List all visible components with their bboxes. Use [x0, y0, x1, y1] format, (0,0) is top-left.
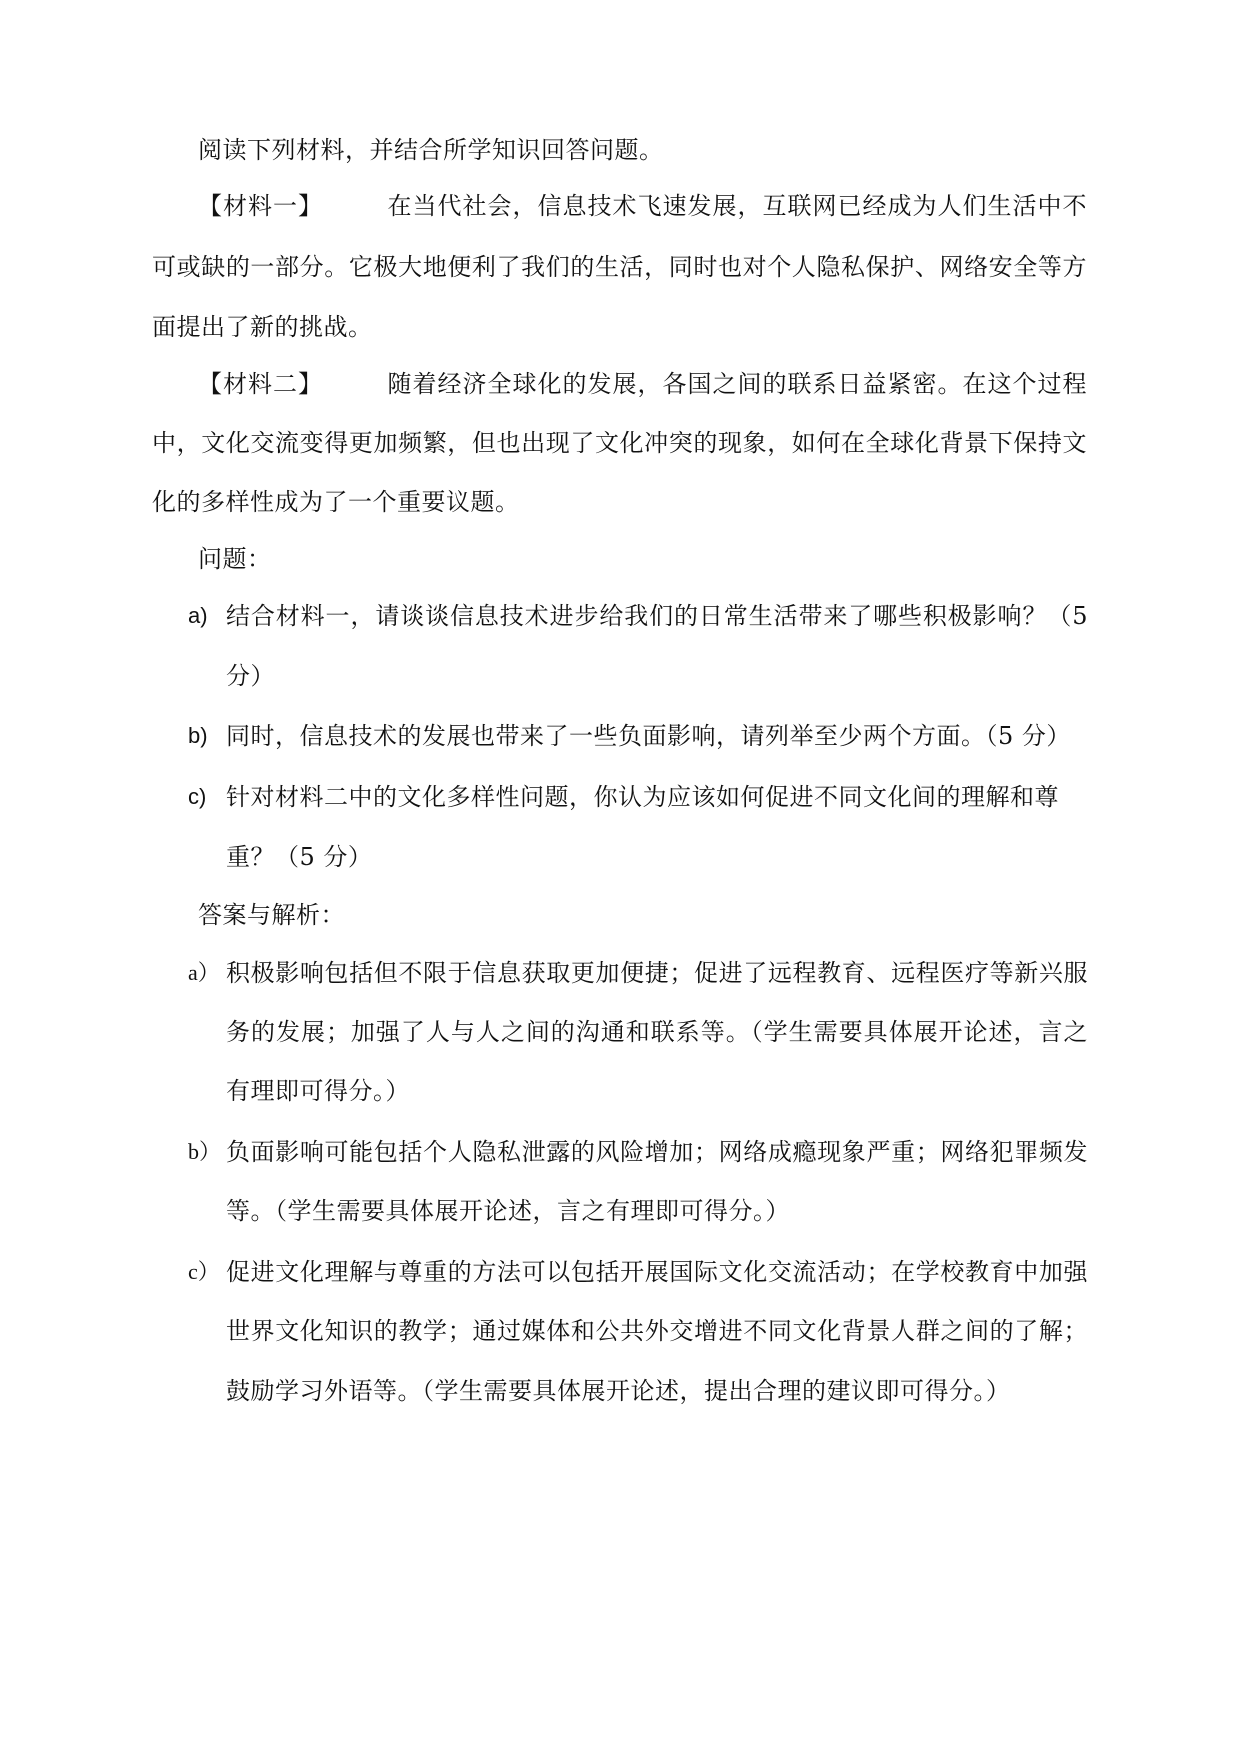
answer-c-line-1: 促进文化理解与尊重的方法可以包括开展国际文化交流活动；在学校教育中加强 [226, 1258, 1088, 1286]
material1-line-1 [198, 188, 1087, 224]
question-b-marker: b) [188, 723, 208, 748]
material2-line-3: 化的多样性成为了一个重要议题。 [152, 488, 520, 516]
question-c-line-2: 重？（5 分） [226, 843, 373, 871]
answer-c-marker: c） [188, 1259, 220, 1284]
question-a-marker: a) [188, 603, 208, 628]
answer-b-line-1: 负面影响可能包括个人隐私泄露的风险增加；网络成瘾现象严重；网络犯罪频发 [226, 1138, 1088, 1166]
material1-label: 【材料一】 [198, 192, 323, 220]
material1-line-3: 面提出了新的挑战。 [152, 313, 373, 341]
material2-text: 随着经济全球化的发展，各国之间的联系日益紧密。在这个过程 [387, 370, 1087, 398]
answer-a-line-2: 务的发展；加强了人与人之间的沟通和联系等。（学生需要具体展开论述，言之 [226, 1018, 1088, 1046]
material1-text: 在当代社会，信息技术飞速发展，互联网已经成为人们生活中不 [387, 192, 1087, 220]
material2-line-1 [198, 366, 1087, 402]
question-c-line-1: 针对材料二中的文化多样性问题，你认为应该如何促进不同文化间的理解和尊 [226, 783, 1059, 811]
material1-line-2: 可或缺的一部分。它极大地便利了我们的生活，同时也对个人隐私保护、网络安全等方 [152, 253, 1087, 281]
answer-b-marker: b） [188, 1139, 222, 1164]
question-a-line-1: 结合材料一，请谈谈信息技术进步给我们的日常生活带来了哪些积极影响？（5 [226, 602, 1088, 630]
question-a-line-2: 分） [226, 662, 275, 690]
answer-c-line-2: 世界文化知识的教学；通过媒体和公共外交增进不同文化背景人群之间的了解； [226, 1317, 1088, 1345]
answer-a-line-3: 有理即可得分。） [226, 1077, 410, 1105]
material2-line-2: 中，文化交流变得更加频繁，但也出现了文化冲突的现象，如何在全球化背景下保持文 [152, 429, 1087, 457]
answer-a-marker: a） [188, 960, 220, 985]
material2-label: 【材料二】 [198, 370, 323, 398]
questions-heading: 问题： [198, 545, 272, 573]
answer-c-line-3: 鼓励学习外语等。（学生需要具体展开论述，提出合理的建议即可得分。） [226, 1377, 1011, 1405]
question-c-marker: c) [188, 784, 207, 809]
intro-text: 阅读下列材料，并结合所学知识回答问题。 [198, 136, 664, 164]
answer-a-line-1: 积极影响包括但不限于信息获取更加便捷；促进了远程教育、远程医疗等新兴服 [226, 959, 1088, 987]
answer-b-line-2: 等。（学生需要具体展开论述，言之有理即可得分。） [226, 1197, 790, 1225]
question-b-line-1: 同时，信息技术的发展也带来了一些负面影响，请列举至少两个方面。（5 分） [226, 722, 1071, 750]
answers-heading: 答案与解析： [198, 901, 345, 929]
